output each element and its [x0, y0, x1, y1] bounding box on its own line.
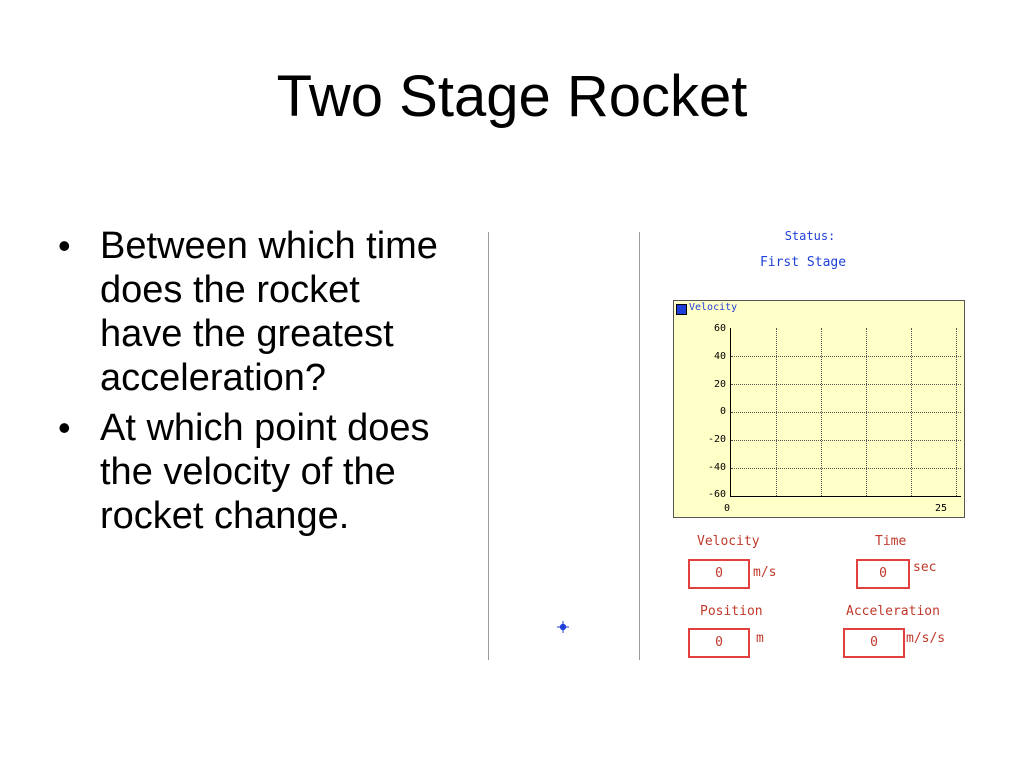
bullet-text: At which point does the velocity of the rocket change. — [100, 407, 430, 537]
bullet-text: Between which time does the rocket have the greatest acceleration? — [100, 225, 438, 399]
x-tick: 0 — [724, 503, 731, 514]
rocket-marker-icon — [557, 621, 569, 633]
y-tick: -20 — [707, 434, 726, 445]
position-field: 0 — [688, 628, 750, 658]
gridline — [911, 328, 912, 496]
position-unit: m — [756, 631, 764, 646]
y-tick: -60 — [707, 489, 726, 500]
acceleration-label: Acceleration — [846, 604, 940, 619]
y-tick: 60 — [713, 323, 726, 334]
gridline — [866, 328, 867, 496]
time-unit: sec — [913, 560, 937, 575]
plot-area — [730, 328, 961, 497]
acceleration-unit: m/s/s — [906, 631, 946, 646]
legend-label: Velocity — [689, 302, 738, 313]
x-tick: 25 — [935, 503, 948, 514]
velocity-field: 0 — [688, 559, 750, 589]
legend-swatch — [676, 304, 687, 315]
position-label: Position — [700, 604, 763, 619]
y-tick: 40 — [713, 351, 726, 362]
velocity-label: Velocity — [697, 534, 760, 549]
y-tick: 20 — [713, 379, 726, 390]
y-tick: 0 — [719, 406, 726, 417]
gridline — [731, 412, 961, 413]
status-value: First Stage — [759, 255, 847, 270]
gridline — [731, 440, 961, 441]
bullet-item — [58, 224, 458, 400]
bullet-dot: • — [58, 407, 71, 448]
track-left-line — [488, 232, 489, 660]
gridline — [731, 384, 961, 385]
status-label: Status: — [784, 229, 836, 243]
time-label: Time — [875, 534, 907, 549]
track-right-line — [639, 232, 640, 660]
velocity-unit: m/s — [753, 565, 777, 580]
gridline — [731, 468, 961, 469]
gridline — [956, 328, 957, 496]
slide-title: Two Stage Rocket — [276, 64, 748, 129]
acceleration-field: 0 — [843, 628, 905, 658]
time-field: 0 — [856, 559, 910, 589]
gridline — [731, 356, 961, 357]
bullet-item — [58, 406, 458, 538]
bullet-list — [58, 224, 458, 544]
gridline — [821, 328, 822, 496]
y-tick: -40 — [707, 462, 726, 473]
gridline — [776, 328, 777, 496]
bullet-dot: • — [58, 225, 71, 266]
